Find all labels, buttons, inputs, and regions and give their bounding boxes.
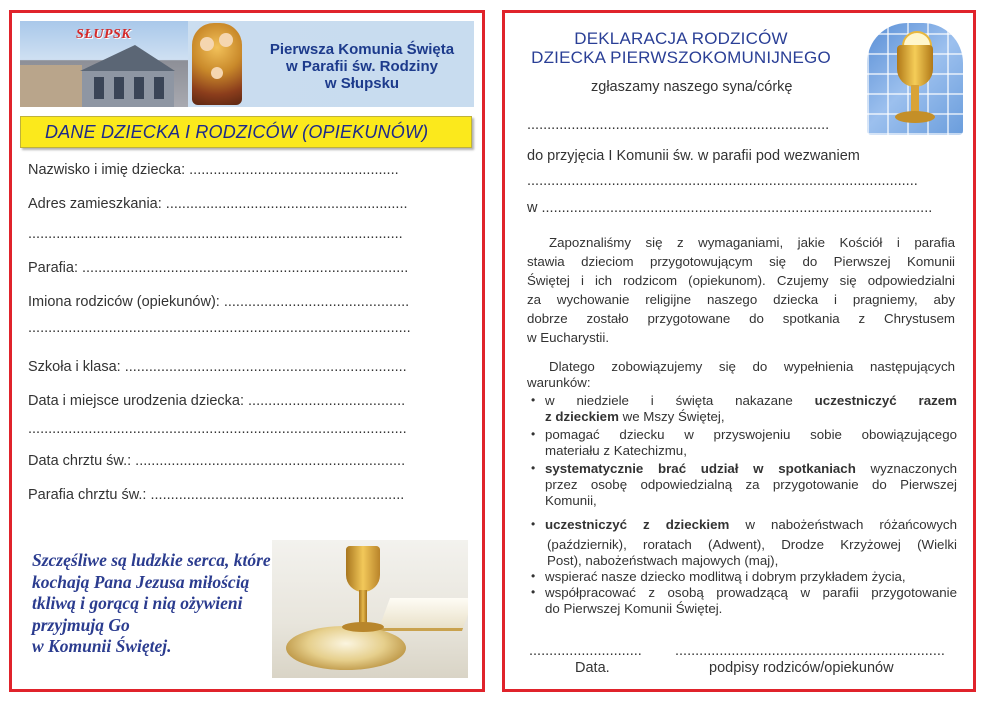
quote-line: kochają Pana Jezusa miłością — [32, 571, 250, 592]
eucharist-image — [272, 540, 468, 678]
parish-line-label: do przyjęcia I Komunii św. w parafii pod wezwaniem — [527, 148, 860, 164]
child-name-line[interactable]: ........................................................................... — [527, 117, 830, 133]
quote-line: w Komunii Świętej. — [32, 636, 172, 656]
parish-name-line[interactable]: ................................................................................................. — [527, 173, 918, 189]
church-photo — [20, 21, 188, 107]
child-parents-data-card — [9, 10, 485, 692]
quote — [32, 550, 271, 658]
field-address[interactable]: Adres zamieszkania: ............................................................ — [28, 196, 408, 212]
paragraph-line: w Eucharystii. — [527, 330, 610, 345]
field-parish[interactable]: Parafia: ................................................................................. — [28, 260, 409, 276]
field-parents-names-cont[interactable]: ............................................................................................... — [28, 320, 411, 336]
parents-signature-line[interactable]: ................................................................... — [675, 643, 945, 659]
paragraph-line: za wychowanie religijne naszego dziecka i pragniemy, aby — [527, 292, 955, 307]
paragraph-line: Świętej i ich rodzicom (opiekunom). Czujemy się odpowiedzialni — [527, 273, 955, 288]
title-line: DZIECKA PIERWSZOKOMUNIJNEGO — [531, 48, 831, 67]
header-line: w Parafii św. Rodziny — [286, 58, 438, 75]
field-birth-date-place[interactable]: Data i miejsce urodzenia dziecka: ....................................... — [28, 393, 406, 409]
title-line: DEKLARACJA RODZICÓW — [574, 29, 788, 48]
subtitle: zgłaszamy naszego syna/córkę — [591, 79, 793, 95]
declaration-paragraph — [527, 233, 955, 347]
obligations-intro — [527, 359, 955, 391]
paragraph-line: Zapoznaliśmy się z wymaganiami, jakie Kościół i parafia — [549, 235, 955, 250]
paragraph-line: Dlatego zobowiązujemy się do wypełnienia następujących — [549, 359, 955, 374]
date-label: Data. — [575, 660, 610, 676]
paragraph-line: warunków: — [527, 375, 591, 390]
header-banner — [20, 21, 474, 107]
quote-line: tkliwą i gorącą i nią ożywieni — [32, 593, 243, 613]
paragraph-line: dobrze zostało przygotowane do spotkania z Chrystusem — [527, 311, 955, 326]
declaration-title — [505, 29, 857, 67]
holy-family-icon — [192, 23, 242, 105]
field-child-name[interactable]: Nazwisko i imię dziecka: .................................................... — [28, 162, 399, 178]
field-school-class[interactable]: Szkoła i klasa: ...................................................................... — [28, 359, 407, 375]
signature-label: podpisy rodziców/opiekunów — [709, 660, 894, 676]
header-title — [250, 41, 474, 92]
quote-line: Szczęśliwe są ludzkie serca, które — [32, 550, 271, 570]
slupsk-logo: SŁUPSK — [76, 27, 132, 42]
field-baptism-date[interactable]: Data chrztu św.: ................................................................... — [28, 453, 406, 469]
header-line: Pierwsza Komunia Święta — [269, 41, 455, 58]
paragraph-line: stawia dzieciom przygotowującym się do Pierwszej Komunii — [527, 254, 955, 269]
section-title: DANE DZIECKA I RODZICÓW (OPIEKUNÓW) — [45, 122, 429, 142]
field-address-cont[interactable]: ............................................................................................. — [28, 226, 403, 242]
date-signature-line[interactable]: ............................ — [529, 643, 642, 659]
section-banner — [20, 116, 472, 148]
chalice-window-icon — [867, 23, 963, 135]
field-birth-cont[interactable]: .............................................................................................. — [28, 421, 407, 437]
parents-declaration-card: DEKLARACJA RODZICÓW DZIECKA PIERWSZOKOMUNIJNEGO zgłaszamy naszego syna/córkę ........................................................................... do przyjęcia I Komunii św. w parafii pod wezwaniem ................................................................................................. w ................................................................................................. Zapoznaliśmy się z wymaganiami, jakie Kościół i parafia stawia dzieciom przygotowującym się do Pierwszej Komunii Świętej i ich rodzicom (opiekunom). Czujemy się odpowiedzialni za wychowanie religijne naszego dziecka i pragniemy, aby dobrze zostało przygotowane do spotkania z Chrystusem w Eucharystii. Dlatego zobowiązujemy się do wypełnienia następujących warunków: • w niedziele i święta nakazane uczestniczyć razem z dzieckiem we Mszy Świętej, • pomagać dziecku w przyswojeniu sobie obowiązującego materiału z Katechizmu, • systematycznie brać udział w spotkaniach wyznaczonych przez osobę odpowiedzialną za przygotowanie do Pierwszej Komunii, • uczestniczyć z dzieckiem w nabożeństwach różańcowych (październik), roratach (Adwent), Drodze Krzyżowej (Wielki Post), nabożeństwach majowych (maj), • wspierać nasze dziecko modlitwą i dobrym przykładem życia, • współpracować z osobą prowadzącą w parafii przygotowanie do Pierwszej Komunii Świętej. ............................ ................................................................... Data. podpisy rodziców/opiekunów — [502, 10, 976, 692]
parish-location-line[interactable]: w ................................................................................................. — [527, 200, 933, 216]
field-baptism-parish[interactable]: Parafia chrztu św.: ............................................................... — [28, 487, 405, 503]
field-parents-names[interactable]: Imiona rodziców (opiekunów): .............................................. — [28, 294, 410, 310]
header-line: w Słupsku — [324, 75, 400, 92]
quote-line: przyjmują Go — [32, 614, 130, 635]
